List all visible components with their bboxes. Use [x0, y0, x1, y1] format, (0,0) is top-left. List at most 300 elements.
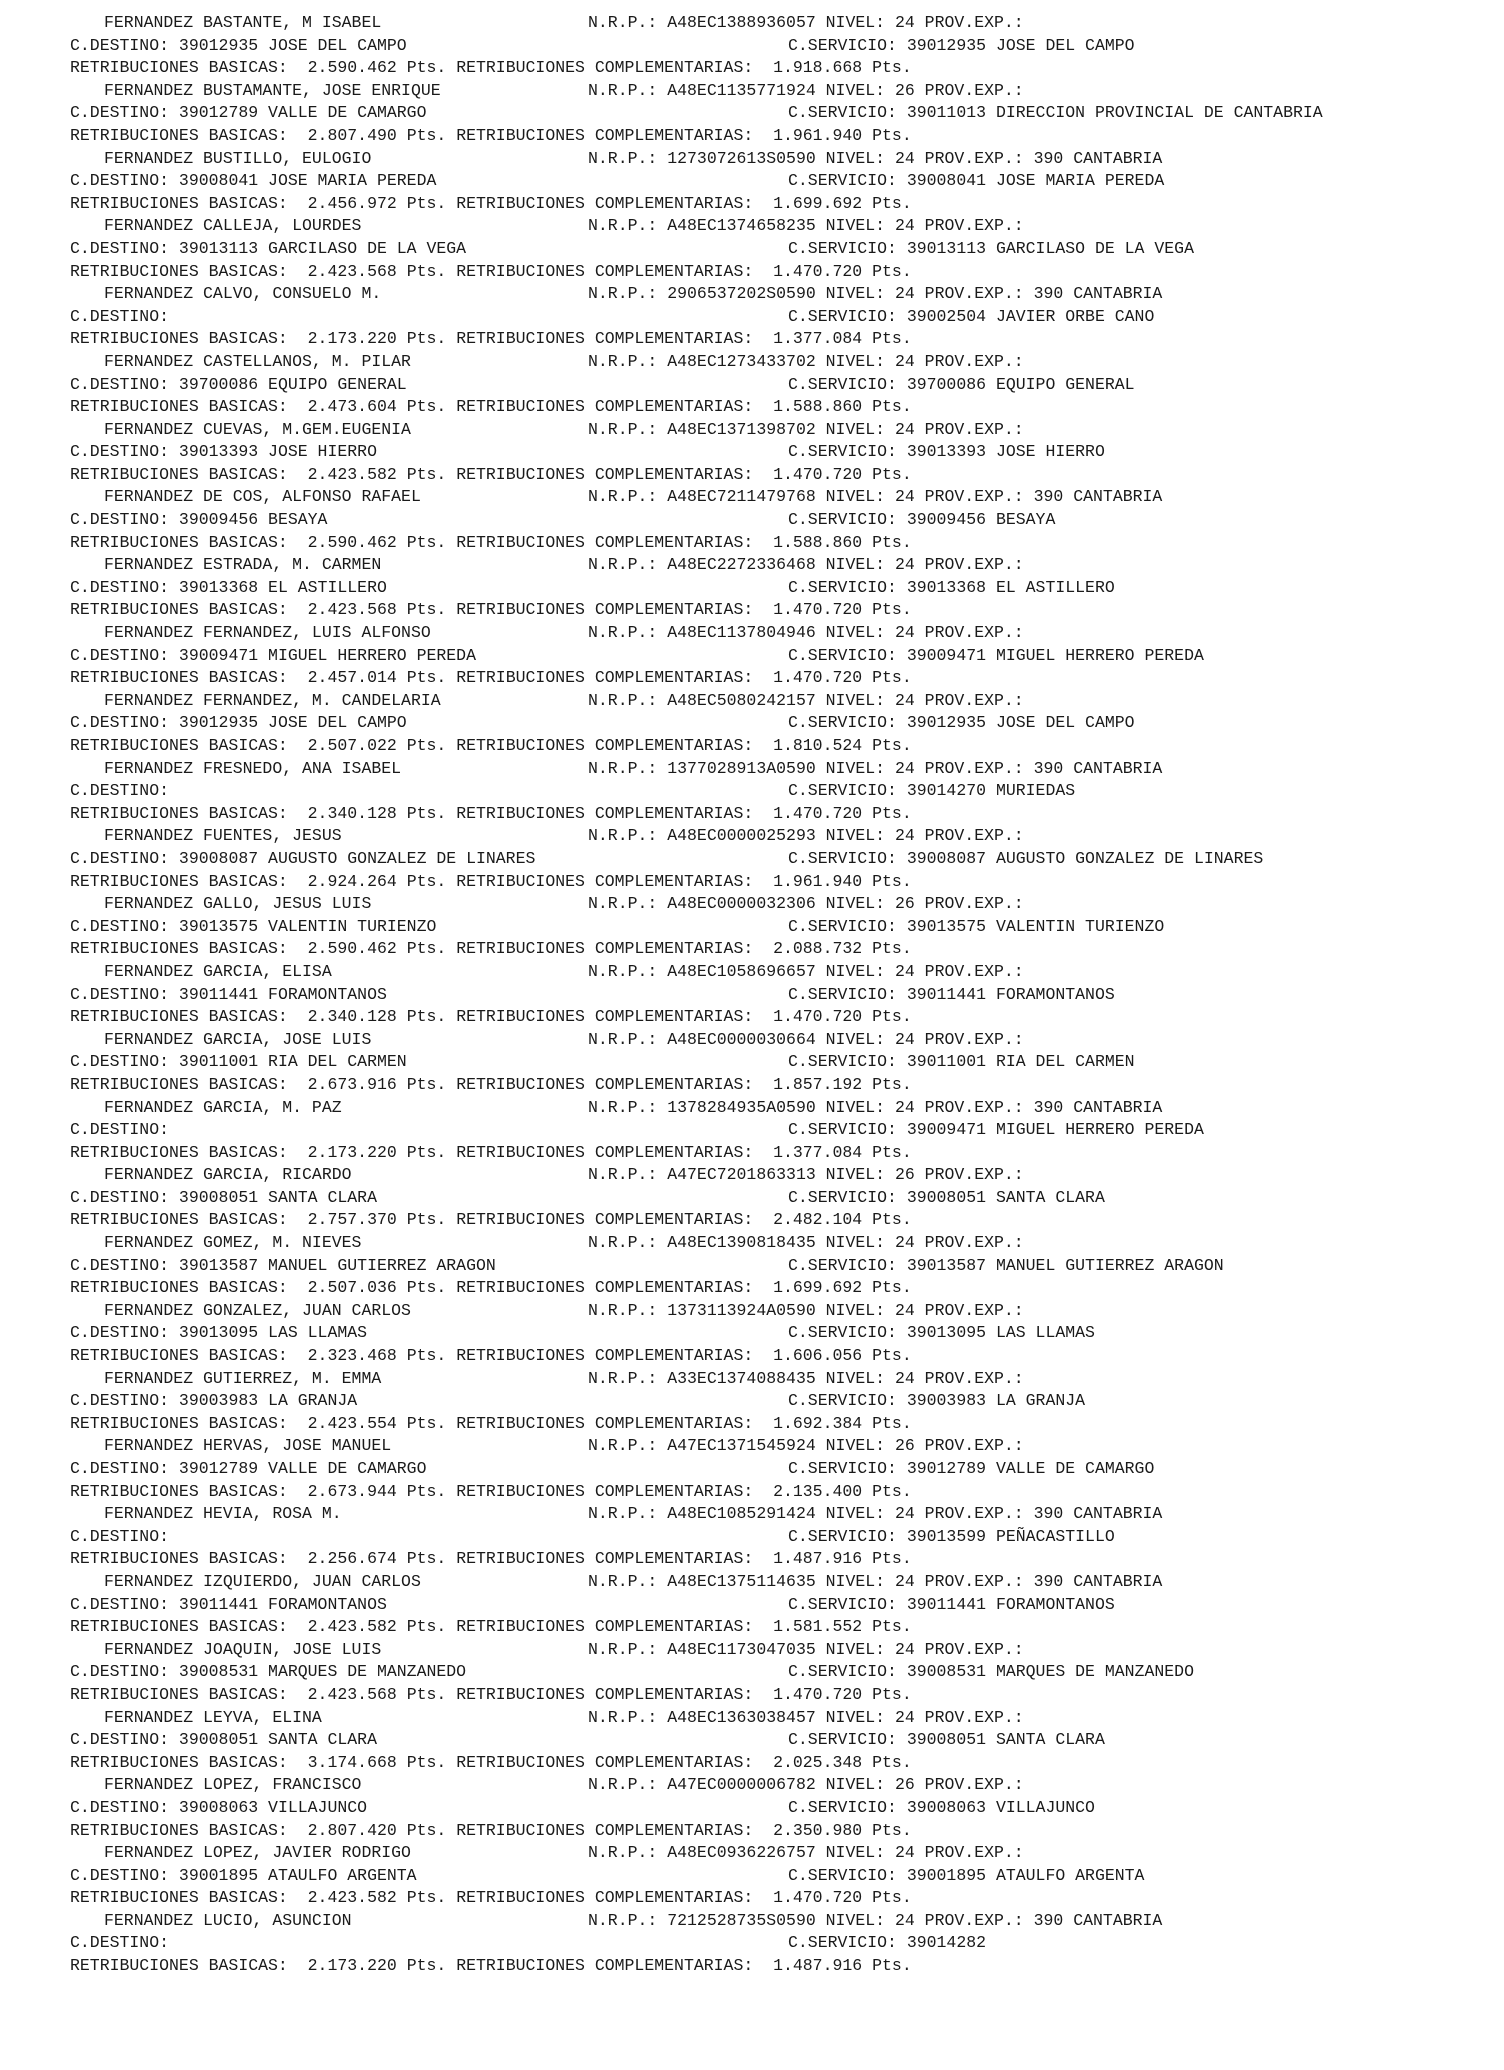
pts-unit: Pts. — [872, 261, 912, 281]
prov-label: PROV.EXP.: — [914, 13, 1024, 32]
nrp-value: A48EC0000032306 — [667, 894, 816, 914]
basicas-label: RETRIBUCIONES BASICAS: — [70, 532, 288, 552]
record-destination-line — [70, 1458, 1470, 1481]
nivel-value: 24 — [894, 1707, 915, 1727]
nrp-value: A48EC7211479768 — [667, 487, 816, 507]
record-pay-line — [70, 667, 1470, 690]
record-destination-line — [70, 1322, 1470, 1345]
destino-value: 39012789 VALLE DE CAMARGO — [169, 103, 427, 123]
pts-unit: Pts. — [872, 58, 912, 78]
nrp-value: A48EC1273433702 — [667, 351, 816, 371]
servicio-value: 39012935 JOSE DEL CAMPO — [896, 35, 1135, 55]
nrp-info — [588, 893, 1024, 916]
basicas-label: RETRIBUCIONES BASICAS: — [70, 1956, 288, 1976]
servicio-label: C.SERVICIO: — [788, 1255, 897, 1275]
complementarias-value: 1.961.940 — [773, 871, 863, 891]
destino-label: C.DESTINO: — [70, 916, 170, 936]
employee-name: FERNANDEZ FRESNEDO, ANA ISABEL — [104, 758, 402, 778]
servicio-label: C.SERVICIO: — [788, 1459, 897, 1478]
basicas-label: RETRIBUCIONES BASICAS: — [70, 668, 288, 688]
personnel-record — [70, 486, 1470, 554]
complementarias-value: 1.487.916 — [773, 1956, 863, 1976]
pts-unit: Pts. — [406, 736, 447, 755]
record-header-line — [70, 486, 1470, 509]
record-pay-line — [70, 1548, 1470, 1571]
basicas-label: RETRIBUCIONES BASICAS: — [70, 1820, 288, 1840]
nivel-value: 24 — [894, 1029, 915, 1049]
prov-label: PROV.EXP.: — [914, 1368, 1024, 1388]
nrp-value: 7212528735S0590 — [667, 1910, 816, 1930]
basicas-value: 2.423.554 — [307, 1413, 397, 1433]
servicio-value: 39008051 SANTA CLARA — [896, 1187, 1105, 1207]
nivel-value: 24 — [894, 148, 915, 168]
nrp-label: N.R.P.: — [588, 826, 668, 846]
nrp-label: N.R.P.: — [588, 1300, 668, 1320]
destino-label: C.DESTINO: — [70, 1594, 170, 1614]
nivel-value: 26 — [894, 1436, 915, 1456]
nrp-value: 2906537202S0590 — [667, 284, 816, 304]
record-header-line — [70, 1842, 1470, 1865]
record-pay-line — [70, 464, 1470, 487]
servicio-label: C.SERVICIO: — [788, 374, 897, 394]
servicio-label: C.SERVICIO: — [788, 103, 897, 123]
complementarias-label: RETRIBUCIONES COMPLEMENTARIAS: — [456, 803, 754, 823]
basicas-value: 2.924.264 — [307, 871, 397, 891]
personnel-record — [70, 215, 1470, 283]
servicio-value: 39012935 JOSE DEL CAMPO — [896, 713, 1135, 733]
destino-label: C.DESTINO: — [70, 442, 170, 462]
pts-unit: Pts. — [872, 600, 912, 620]
nrp-value: A48EC1085291424 — [667, 1504, 816, 1524]
nrp-value: A47EC0000006782 — [667, 1775, 816, 1795]
complementarias-value: 1.692.384 — [773, 1413, 863, 1433]
record-destination-line — [70, 1187, 1470, 1210]
prov-label: PROV.EXP.: — [914, 894, 1024, 914]
pts-unit: Pts. — [406, 1346, 447, 1366]
nivel-label: NIVEL: — [815, 80, 895, 100]
prov-value: 390 CANTABRIA — [1023, 1097, 1163, 1117]
complementarias-value: 1.470.720 — [773, 261, 863, 281]
employee-name: FERNANDEZ CALVO, CONSUELO M. — [104, 284, 382, 304]
nivel-value: 24 — [894, 961, 915, 981]
complementarias-label: RETRIBUCIONES COMPLEMENTARIAS: — [456, 1956, 754, 1976]
prov-label: PROV.EXP.: — [914, 1910, 1024, 1930]
complementarias-label: RETRIBUCIONES COMPLEMENTARIAS: — [456, 600, 754, 620]
servicio-value: 39008531 MARQUES DE MANZANEDO — [896, 1662, 1194, 1682]
nrp-value: 1373113924A0590 — [667, 1300, 816, 1320]
servicio-value: 39014270 MURIEDAS — [896, 781, 1076, 801]
employee-name: FERNANDEZ LEYVA, ELINA — [104, 1707, 322, 1727]
record-header-line — [70, 283, 1470, 306]
pts-unit: Pts. — [406, 803, 447, 823]
basicas-value: 2.457.014 — [307, 668, 397, 688]
basicas-value: 2.507.036 — [307, 1278, 397, 1298]
nrp-label: N.R.P.: — [588, 1775, 668, 1795]
servicio-label: C.SERVICIO: — [788, 1187, 897, 1207]
basicas-label: RETRIBUCIONES BASICAS: — [70, 58, 288, 78]
nrp-label: N.R.P.: — [588, 1097, 668, 1117]
personnel-record — [70, 622, 1470, 690]
nivel-value: 24 — [894, 1843, 915, 1863]
complementarias-label: RETRIBUCIONES COMPLEMENTARIAS: — [456, 193, 754, 213]
destino-value: 39003983 LA GRANJA — [169, 1391, 358, 1411]
nivel-label: NIVEL: — [815, 690, 895, 710]
basicas-label: RETRIBUCIONES BASICAS: — [70, 1007, 288, 1027]
destino-label: C.DESTINO: — [70, 1052, 170, 1072]
record-destination-line — [70, 1865, 1470, 1888]
nrp-label: N.R.P.: — [588, 1233, 668, 1253]
prov-value: 390 CANTABRIA — [1023, 758, 1163, 778]
complementarias-label: RETRIBUCIONES COMPLEMENTARIAS: — [456, 532, 754, 552]
pts-unit: Pts. — [872, 1820, 912, 1840]
basicas-value: 2.590.462 — [307, 58, 397, 78]
pts-unit: Pts. — [406, 193, 447, 213]
nivel-label: NIVEL: — [815, 351, 895, 371]
nivel-value: 24 — [894, 758, 915, 778]
servicio-label: C.SERVICIO: — [788, 442, 897, 462]
pts-unit: Pts. — [872, 1210, 912, 1230]
complementarias-value: 1.470.720 — [773, 668, 863, 688]
complementarias-value: 1.470.720 — [773, 464, 863, 484]
destino-label: C.DESTINO: — [70, 238, 170, 258]
pts-unit: Pts. — [872, 871, 912, 891]
nrp-value: 1377028913A0590 — [667, 758, 816, 778]
pts-unit: Pts. — [872, 1142, 912, 1162]
servicio-value: 39014282 — [896, 1933, 987, 1953]
record-header-line — [70, 554, 1470, 577]
destino-label: C.DESTINO: — [70, 645, 170, 665]
complementarias-label: RETRIBUCIONES COMPLEMENTARIAS: — [456, 939, 754, 959]
prov-label: PROV.EXP.: — [914, 1300, 1024, 1320]
record-header-line — [70, 1571, 1470, 1594]
complementarias-label: RETRIBUCIONES COMPLEMENTARIAS: — [456, 1210, 754, 1230]
employee-name: FERNANDEZ HERVAS, JOSE MANUEL — [104, 1436, 392, 1456]
servicio-label: C.SERVICIO: — [788, 916, 897, 936]
nrp-info — [588, 690, 1024, 713]
nivel-label: NIVEL: — [815, 961, 895, 981]
destino-value: 39001895 ATAULFO ARGENTA — [169, 1865, 417, 1885]
record-pay-line — [70, 125, 1470, 148]
servicio-label: C.SERVICIO: — [788, 1662, 897, 1682]
nivel-label: NIVEL: — [815, 623, 895, 643]
destino-label: C.DESTINO: — [70, 984, 170, 1004]
basicas-value: 2.423.568 — [307, 600, 397, 620]
servicio-label: C.SERVICIO: — [788, 238, 897, 258]
destino-value: 39008063 VILLAJUNCO — [169, 1797, 368, 1817]
complementarias-label: RETRIBUCIONES COMPLEMENTARIAS: — [456, 1278, 754, 1298]
nrp-info — [588, 1435, 1024, 1458]
servicio-value: 39008087 AUGUSTO GONZALEZ DE LINARES — [896, 848, 1264, 868]
record-destination-line — [70, 1390, 1470, 1413]
pts-unit: Pts. — [406, 397, 447, 417]
document-listing — [70, 12, 1470, 1978]
prov-label: PROV.EXP.: — [914, 487, 1024, 507]
basicas-label: RETRIBUCIONES BASICAS: — [70, 736, 288, 755]
personnel-record — [70, 1029, 1470, 1097]
record-pay-line — [70, 57, 1470, 80]
nivel-label: NIVEL: — [815, 1029, 895, 1049]
employee-name: FERNANDEZ BASTANTE, M ISABEL — [104, 13, 382, 32]
nrp-info — [588, 1503, 1162, 1526]
prov-label: PROV.EXP.: — [914, 623, 1024, 643]
pts-unit: Pts. — [872, 397, 912, 417]
complementarias-label: RETRIBUCIONES COMPLEMENTARIAS: — [456, 397, 754, 417]
complementarias-value: 1.961.940 — [773, 125, 863, 145]
complementarias-label: RETRIBUCIONES COMPLEMENTARIAS: — [456, 1684, 754, 1704]
basicas-value: 2.173.220 — [307, 1142, 397, 1162]
nrp-value: A48EC2272336468 — [667, 555, 816, 575]
basicas-value: 2.673.916 — [307, 1074, 397, 1094]
record-destination-line — [70, 984, 1470, 1007]
destino-value: 39012935 JOSE DEL CAMPO — [169, 35, 407, 55]
pts-unit: Pts. — [406, 871, 447, 891]
destino-label: C.DESTINO: — [70, 1662, 170, 1682]
complementarias-label: RETRIBUCIONES COMPLEMENTARIAS: — [456, 1346, 754, 1366]
employee-name: FERNANDEZ ESTRADA, M. CARMEN — [104, 555, 382, 575]
pts-unit: Pts. — [406, 1752, 447, 1772]
pts-unit: Pts. — [406, 1617, 447, 1637]
complementarias-value: 1.699.692 — [773, 1278, 863, 1298]
record-pay-line — [70, 1684, 1470, 1707]
nrp-label: N.R.P.: — [588, 1707, 668, 1727]
complementarias-value: 2.135.400 — [773, 1481, 863, 1501]
nivel-label: NIVEL: — [815, 419, 895, 439]
servicio-value: 39011441 FORAMONTANOS — [896, 984, 1115, 1004]
destino-label: C.DESTINO: — [70, 1323, 170, 1343]
personnel-record — [70, 148, 1470, 216]
personnel-record — [70, 690, 1470, 758]
pts-unit: Pts. — [406, 1820, 447, 1840]
servicio-value: 39003983 LA GRANJA — [896, 1391, 1086, 1411]
basicas-value: 2.423.582 — [307, 464, 397, 484]
nivel-label: NIVEL: — [815, 487, 895, 507]
pts-unit: Pts. — [872, 1752, 912, 1772]
pts-unit: Pts. — [406, 532, 447, 552]
pts-unit: Pts. — [406, 1278, 447, 1298]
record-pay-line — [70, 1820, 1470, 1843]
servicio-label: C.SERVICIO: — [788, 171, 897, 191]
destino-value: 39013368 EL ASTILLERO — [169, 577, 387, 597]
servicio-label: C.SERVICIO: — [788, 1865, 897, 1885]
nivel-value: 24 — [894, 1233, 915, 1253]
servicio-value: 39013095 LAS LLAMAS — [896, 1323, 1095, 1343]
personnel-record — [70, 80, 1470, 148]
personnel-record — [70, 1842, 1470, 1910]
nivel-value: 24 — [894, 1910, 915, 1930]
personnel-record — [70, 893, 1470, 961]
destino-value: 39009456 BESAYA — [169, 510, 328, 530]
pts-unit: Pts. — [406, 58, 447, 78]
servicio-value: 39008063 VILLAJUNCO — [896, 1797, 1095, 1817]
basicas-label: RETRIBUCIONES BASICAS: — [70, 1684, 288, 1704]
nivel-label: NIVEL: — [815, 1707, 895, 1727]
personnel-record — [70, 12, 1470, 80]
nrp-info — [588, 1910, 1162, 1933]
nrp-info — [588, 1639, 1024, 1662]
destino-label: C.DESTINO: — [70, 848, 170, 868]
record-destination-line — [70, 916, 1470, 939]
servicio-label: C.SERVICIO: — [788, 645, 897, 665]
record-pay-line — [70, 396, 1470, 419]
personnel-record — [70, 1232, 1470, 1300]
record-pay-line — [70, 1481, 1470, 1504]
prov-label: PROV.EXP.: — [914, 961, 1024, 981]
record-header-line — [70, 1910, 1470, 1933]
record-header-line — [70, 1435, 1470, 1458]
prov-label: PROV.EXP.: — [914, 1639, 1024, 1659]
personnel-record — [70, 1774, 1470, 1842]
prov-label: PROV.EXP.: — [914, 1436, 1024, 1456]
basicas-label: RETRIBUCIONES BASICAS: — [70, 1346, 288, 1366]
destino-value: 39012789 VALLE DE CAMARGO — [169, 1459, 427, 1478]
nrp-label: N.R.P.: — [588, 419, 668, 439]
record-header-line — [70, 215, 1470, 238]
nrp-info — [588, 283, 1162, 306]
nrp-value: A48EC1058696657 — [667, 961, 816, 981]
record-pay-line — [70, 599, 1470, 622]
record-pay-line — [70, 193, 1470, 216]
destino-value: 39011001 RIA DEL CARMEN — [169, 1052, 407, 1072]
basicas-label: RETRIBUCIONES BASICAS: — [70, 1278, 288, 1298]
basicas-label: RETRIBUCIONES BASICAS: — [70, 1752, 288, 1772]
nivel-value: 24 — [894, 1639, 915, 1659]
basicas-label: RETRIBUCIONES BASICAS: — [70, 1074, 288, 1094]
nrp-label: N.R.P.: — [588, 1165, 668, 1185]
pts-unit: Pts. — [872, 1549, 912, 1569]
complementarias-value: 1.470.720 — [773, 1007, 863, 1027]
nivel-value: 24 — [894, 690, 915, 710]
nrp-label: N.R.P.: — [588, 961, 668, 981]
employee-name: FERNANDEZ FUENTES, JESUS — [104, 826, 342, 846]
nrp-info — [588, 758, 1162, 781]
pts-unit: Pts. — [872, 1346, 912, 1366]
servicio-value: 39013587 MANUEL GUTIERREZ ARAGON — [896, 1255, 1224, 1275]
nrp-label: N.R.P.: — [588, 1436, 668, 1456]
nrp-info — [588, 1029, 1024, 1052]
basicas-label: RETRIBUCIONES BASICAS: — [70, 1888, 288, 1908]
complementarias-value: 2.482.104 — [773, 1210, 863, 1230]
record-pay-line — [70, 938, 1470, 961]
destino-value: 39013393 JOSE HIERRO — [169, 442, 377, 462]
employee-name: FERNANDEZ LOPEZ, JAVIER RODRIGO — [104, 1843, 411, 1863]
nrp-value: A48EC1135771924 — [667, 80, 816, 100]
nrp-value: A47EC7201863313 — [667, 1165, 816, 1185]
employee-name: FERNANDEZ GALLO, JESUS LUIS — [104, 894, 372, 914]
destino-label: C.DESTINO: — [70, 577, 170, 597]
complementarias-label: RETRIBUCIONES COMPLEMENTARIAS: — [456, 125, 754, 145]
servicio-label: C.SERVICIO: — [788, 1933, 897, 1953]
servicio-label: C.SERVICIO: — [788, 1594, 897, 1614]
nivel-value: 26 — [894, 80, 915, 100]
record-destination-line — [70, 170, 1470, 193]
record-pay-line — [70, 1887, 1470, 1910]
servicio-label: C.SERVICIO: — [788, 1526, 897, 1546]
nrp-info — [588, 12, 1024, 35]
pts-unit: Pts. — [872, 1074, 912, 1094]
nivel-value: 26 — [894, 894, 915, 914]
nrp-info — [588, 1707, 1024, 1730]
destino-label: C.DESTINO: — [70, 1526, 170, 1546]
basicas-value: 2.423.568 — [307, 1684, 397, 1704]
record-destination-line — [70, 1661, 1470, 1684]
pts-unit: Pts. — [406, 329, 447, 349]
prov-value: 390 CANTABRIA — [1023, 487, 1163, 507]
complementarias-value: 2.025.348 — [773, 1752, 863, 1772]
record-destination-line — [70, 712, 1470, 735]
destino-value: 39008531 MARQUES DE MANZANEDO — [169, 1662, 467, 1682]
pts-unit: Pts. — [872, 1481, 912, 1501]
nrp-value: A48EC1371398702 — [667, 419, 816, 439]
record-header-line — [70, 1300, 1470, 1323]
nivel-label: NIVEL: — [815, 758, 895, 778]
nrp-value: A47EC1371545924 — [667, 1436, 816, 1456]
prov-label: PROV.EXP.: — [914, 1775, 1024, 1795]
basicas-label: RETRIBUCIONES BASICAS: — [70, 1481, 288, 1501]
nrp-label: N.R.P.: — [588, 216, 668, 236]
nrp-value: A48EC5080242157 — [667, 690, 816, 710]
nrp-label: N.R.P.: — [588, 1368, 668, 1388]
destino-label: C.DESTINO: — [70, 510, 170, 530]
pts-unit: Pts. — [872, 1007, 912, 1027]
pts-unit: Pts. — [406, 668, 447, 688]
nrp-value: A48EC0936226757 — [667, 1843, 816, 1863]
basicas-label: RETRIBUCIONES BASICAS: — [70, 125, 288, 145]
complementarias-label: RETRIBUCIONES COMPLEMENTARIAS: — [456, 736, 754, 755]
nrp-label: N.R.P.: — [588, 1571, 668, 1591]
nrp-info — [588, 419, 1024, 442]
complementarias-label: RETRIBUCIONES COMPLEMENTARIAS: — [456, 668, 754, 688]
record-header-line — [70, 1232, 1470, 1255]
nivel-label: NIVEL: — [815, 826, 895, 846]
destino-label: C.DESTINO: — [70, 1730, 170, 1750]
nrp-info — [588, 554, 1024, 577]
employee-name: FERNANDEZ GARCIA, M. PAZ — [104, 1097, 342, 1117]
destino-value: 39008051 SANTA CLARA — [169, 1187, 377, 1207]
pts-unit: Pts. — [872, 1684, 912, 1704]
servicio-value: 39700086 EQUIPO GENERAL — [896, 374, 1135, 394]
record-pay-line — [70, 1209, 1470, 1232]
employee-name: FERNANDEZ HEVIA, ROSA M. — [104, 1504, 342, 1524]
destino-value: 39013575 VALENTIN TURIENZO — [169, 916, 437, 936]
nrp-value: A48EC0000025293 — [667, 826, 816, 846]
employee-name: FERNANDEZ GOMEZ, M. NIEVES — [104, 1233, 362, 1253]
servicio-value: 39012789 VALLE DE CAMARGO — [896, 1459, 1155, 1478]
nrp-info — [588, 486, 1162, 509]
complementarias-value: 1.918.668 — [773, 58, 863, 78]
prov-label: PROV.EXP.: — [914, 1233, 1024, 1253]
prov-label: PROV.EXP.: — [914, 80, 1024, 100]
record-pay-line — [70, 1752, 1470, 1775]
employee-name: FERNANDEZ LUCIO, ASUNCION — [104, 1910, 352, 1930]
destino-label: C.DESTINO: — [70, 103, 170, 123]
nivel-label: NIVEL: — [815, 1233, 895, 1253]
record-pay-line — [70, 328, 1470, 351]
nivel-value: 26 — [894, 1165, 915, 1185]
nrp-label: N.R.P.: — [588, 1504, 668, 1524]
pts-unit: Pts. — [406, 600, 447, 620]
employee-name: FERNANDEZ GONZALEZ, JUAN CARLOS — [104, 1300, 411, 1320]
nrp-label: N.R.P.: — [588, 13, 668, 32]
basicas-label: RETRIBUCIONES BASICAS: — [70, 261, 288, 281]
prov-value: 390 CANTABRIA — [1023, 148, 1163, 168]
personnel-record — [70, 1707, 1470, 1775]
employee-name: FERNANDEZ CALLEJA, LOURDES — [104, 216, 362, 236]
prov-label: PROV.EXP.: — [914, 1029, 1024, 1049]
prov-label: PROV.EXP.: — [914, 351, 1024, 371]
nivel-value: 24 — [894, 1571, 915, 1591]
prov-label: PROV.EXP.: — [914, 826, 1024, 846]
complementarias-label: RETRIBUCIONES COMPLEMENTARIAS: — [456, 329, 754, 349]
